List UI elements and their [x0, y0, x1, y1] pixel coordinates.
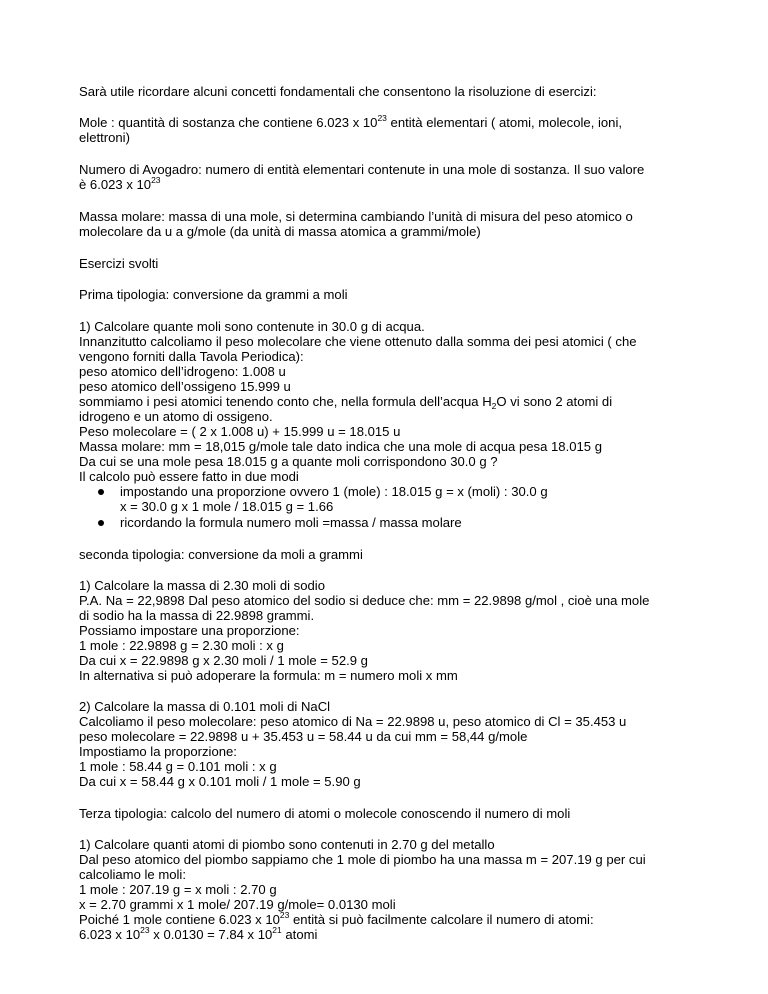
type2-title: seconda tipologia: conversione da moli a grammi — [79, 547, 363, 562]
type3-line: 1 mole : 207.19 g = x moli : 2.70 g — [79, 882, 277, 897]
type2-line: 1 mole : 58.44 g = 0.101 moli : x g — [79, 759, 277, 774]
type3-result: 6.023 x $10^{23}$ x 0.0130 = 7.84 x $10^{21}$ atomi — [79, 925, 318, 942]
bullet-item-cont: x = 30.0 g x 1 mole / 18.015 g = 1.66 — [120, 499, 334, 514]
type3-question: 1) Calcolare quanti atomi di piombo sono contenuti in 2.70 g del metallo — [79, 837, 495, 852]
type2-line: Possiamo impostare una proporzione: — [79, 623, 300, 638]
type1-line: peso atomico dell’ossigeno 15.999 u — [79, 379, 291, 394]
type1-line: Il calcolo può essere fatto in due modi — [79, 469, 299, 484]
molar-mass-definition: Massa molare: massa di una mole, si determina cambiando l’unità di misura del peso atomico o — [79, 209, 633, 224]
type1-line: vengono forniti dalla Tavola Periodica): — [79, 349, 304, 364]
type2-line: Calcoliamo il peso molecolare: peso atomico di Na = 22.9898 u, peso atomico di Cl = 35.453 u — [79, 714, 627, 729]
type1-line: Massa molare: mm = 18,015 g/mole tale dato indica che una mole di acqua pesa 18.015 g — [79, 439, 602, 454]
type1-question: 1) Calcolare quante moli sono contenute in 30.0 g di acqua. — [79, 319, 425, 334]
mole-definition-cont: elettroni) — [79, 130, 130, 145]
type3-line: Poiché 1 mole contiene 6.023 x $10^{23}$ entità si può facilmente calcolare il numero di atomi: — [79, 910, 594, 927]
avogadro-definition: Numero di Avogadro: numero di entità elementari contenute in una mole di sostanza. Il suo valore — [79, 162, 645, 177]
type1-line: peso atomico dell’idrogeno: 1.008 u — [79, 364, 286, 379]
type1-title: Prima tipologia: conversione da grammi a moli — [79, 287, 348, 302]
type2-line: 1 mole : 22.9898 g = 2.30 moli : x g — [79, 638, 284, 653]
intro-text: Sarà utile ricordare alcuni concetti fondamentali che consentono la risoluzione di esercizi: — [79, 84, 597, 99]
type1-line: sommiamo i pesi atomici tenendo conto che, nella formula dell’acqua $H_2O$ vi sono 2 atomi di — [79, 394, 613, 411]
mole-definition: Mole : quantità di sostanza che contiene 6.023 x $10^{23}$ entità elementari ( atomi, molecole, ioni, — [79, 113, 622, 130]
type2-line: Da cui x = 58.44 g x 0.101 moli / 1 mole = 5.90 g — [79, 774, 361, 789]
bullet-item: ricordando la formula numero moli =massa / massa molare — [120, 515, 462, 530]
type1-line: idrogeno e un atomo di ossigeno. — [79, 409, 273, 424]
bullet-icon — [98, 520, 104, 526]
avogadro-value: è 6.023 x $10^{23}$ — [79, 175, 161, 192]
type3-line: Dal peso atomico del piombo sappiamo che 1 mole di piombo ha una massa m = 207.19 g per cui — [79, 852, 646, 867]
type2-line: peso molecolare = 22.9898 u + 35.453 u = 58.44 u da cui mm = 58,44 g/mole — [79, 729, 528, 744]
type2-line: Impostiamo la proporzione: — [79, 744, 237, 759]
bullet-icon — [98, 489, 104, 495]
type3-line: x = 2.70 grammi x 1 mole/ 207.19 g/mole= 0.0130 moli — [79, 897, 396, 912]
type3-line: calcoliamo le moli: — [79, 867, 186, 882]
type2-line: di sodio ha la massa di 22.9898 grammi. — [79, 608, 315, 623]
type1-line: Innanzitutto calcoliamo il peso molecolare che viene ottenuto dalla somma dei pesi atomici ( che — [79, 334, 637, 349]
type2-line: In alternativa si può adoperare la formula: m = numero moli x mm — [79, 668, 458, 683]
section-heading: Esercizi svolti — [79, 256, 159, 271]
molar-mass-definition-cont: molecolare da u a g/mole (da unità di massa atomica a grammi/mole) — [79, 224, 481, 239]
type3-title: Terza tipologia: calcolo del numero di atomi o molecole conoscendo il numero di moli — [79, 806, 571, 821]
type1-line: Peso molecolare = ( 2 x 1.008 u) + 15.999 u = 18.015 u — [79, 424, 401, 439]
type2-line: P.A. Na = 22,9898 Dal peso atomico del sodio si deduce che: mm = 22.9898 g/mol , cioè una mole — [79, 593, 650, 608]
bullet-item: impostando una proporzione ovvero 1 (mole) : 18.015 g = x (moli) : 30.0 g — [120, 484, 548, 499]
type2-line: Da cui x = 22.9898 g x 2.30 moli / 1 mole = 52.9 g — [79, 653, 368, 668]
type1-line: Da cui se una mole pesa 18.015 g a quante moli corrispondono 30.0 g ? — [79, 454, 498, 469]
type2-question: 1) Calcolare la massa di 2.30 moli di sodio — [79, 578, 325, 593]
type2-question: 2) Calcolare la massa di 0.101 moli di NaCl — [79, 699, 331, 714]
